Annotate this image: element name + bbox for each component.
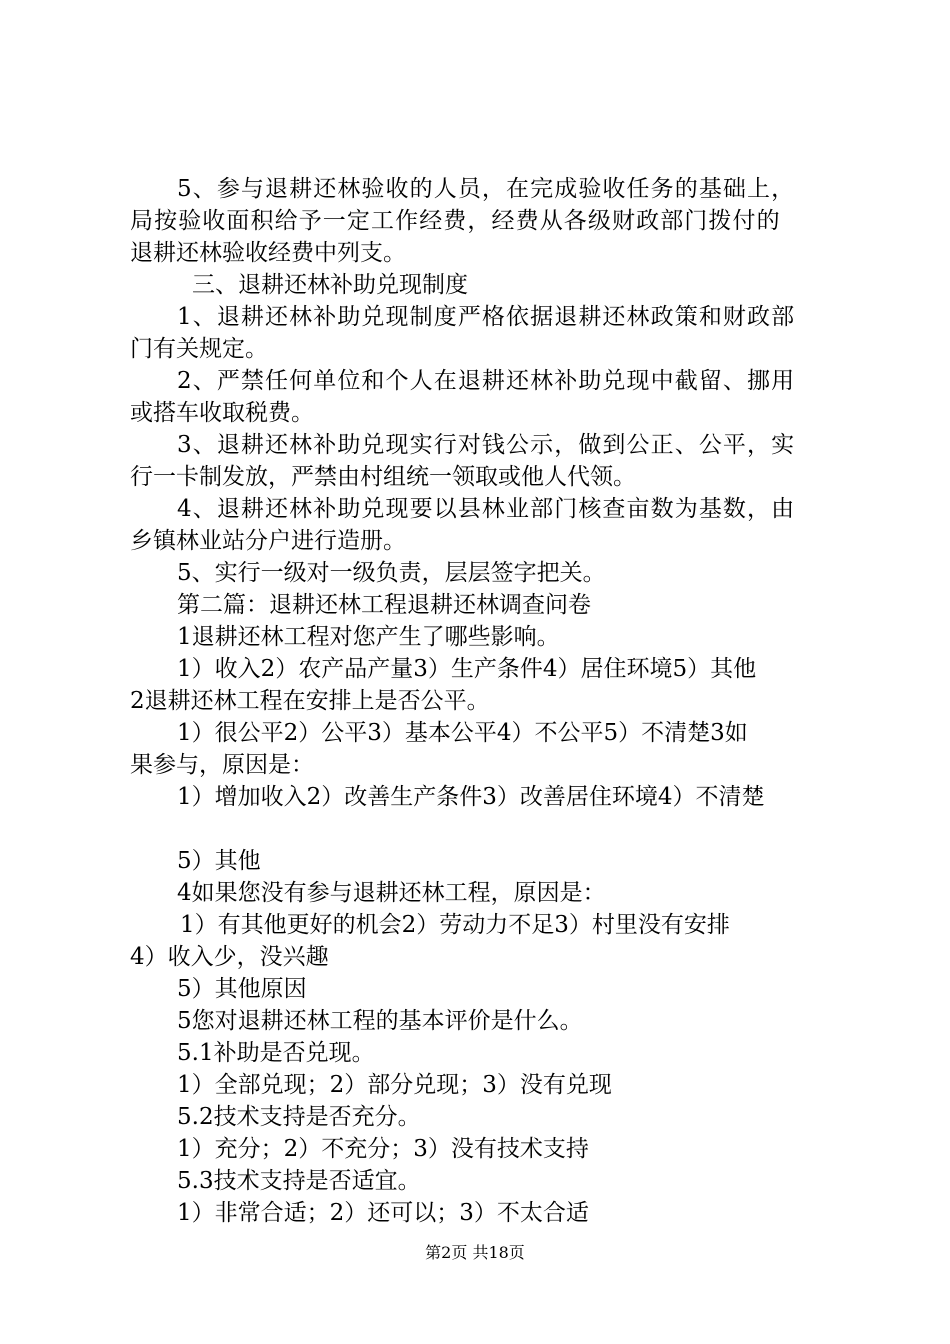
answer-options-line: 1）很公平2）公平3）基本公平4）不公平5）不清楚3如: [177, 720, 748, 746]
question-line: 5.1补助是否兑现。: [177, 1040, 375, 1066]
question-line: 5.2技术支持是否充分。: [177, 1104, 421, 1130]
question-line: 4如果您没有参与退耕还林工程，原因是：: [177, 880, 606, 906]
question-line: 5.3技术支持是否适宜。: [177, 1168, 421, 1194]
answer-options-line: 1）全部兑现；2）部分兑现；3）没有兑现: [177, 1072, 612, 1098]
question-line: 1退耕还林工程对您产生了哪些影响。: [177, 624, 560, 650]
answer-options-line: 4）收入少，没兴趣: [130, 944, 329, 970]
paragraph-line: 2、严禁任何单位和个人在退耕还林补助兑现中截留、挪用: [177, 368, 796, 394]
answer-options-line: 1）增加收入2）改善生产条件3）改善居住环境4）不清楚: [177, 784, 765, 810]
paragraph-line: 5、参与退耕还林验收的人员，在完成验收任务的基础上，: [177, 176, 796, 202]
answer-options-line: 1）非常合适；2）还可以；3）不太合适: [177, 1200, 589, 1226]
paragraph-line: 退耕还林验收经费中列支。: [130, 240, 406, 266]
question-line: 2退耕还林工程在安排上是否公平。: [130, 688, 490, 714]
paragraph-line: 4、退耕还林补助兑现要以县林业部门核查亩数为基数，由: [177, 496, 796, 522]
paragraph-line: 3、退耕还林补助兑现实行对钱公示，做到公正、公平，实: [177, 432, 796, 458]
paragraph-line: 5、实行一级对一级负责，层层签字把关。: [177, 560, 606, 586]
paragraph-line: 行一卡制发放，严禁由村组统一领取或他人代领。: [130, 464, 636, 490]
answer-options-line: 1）充分；2）不充分；3）没有技术支持: [177, 1136, 589, 1162]
section-heading: 三、退耕还林补助兑现制度: [192, 272, 468, 298]
question-line: 5您对退耕还林工程的基本评价是什么。: [177, 1008, 583, 1034]
question-line: 果参与，原因是：: [130, 752, 314, 778]
answer-options-line: 1）有其他更好的机会2）劳动力不足3）村里没有安排: [180, 912, 730, 938]
paragraph-line: 局按验收面积给予一定工作经费，经费从各级财政部门拨付的: [130, 208, 781, 234]
section-heading: 第二篇：退耕还林工程退耕还林调查问卷: [177, 592, 591, 618]
paragraph-line: 门有关规定。: [130, 336, 268, 362]
answer-options-line: 1）收入2）农产品产量3）生产条件4）居住环境5）其他: [177, 656, 757, 682]
paragraph-line: 1、退耕还林补助兑现制度严格依据退耕还林政策和财政部: [177, 304, 796, 330]
paragraph-line: 乡镇林业站分户进行造册。: [130, 528, 406, 554]
paragraph-line: 或搭车收取税费。: [130, 400, 314, 426]
answer-options-line: 5）其他原因: [177, 976, 307, 1002]
page-footer: 第2页 共18页: [425, 1243, 525, 1262]
answer-options-line: 5）其他: [177, 848, 261, 874]
